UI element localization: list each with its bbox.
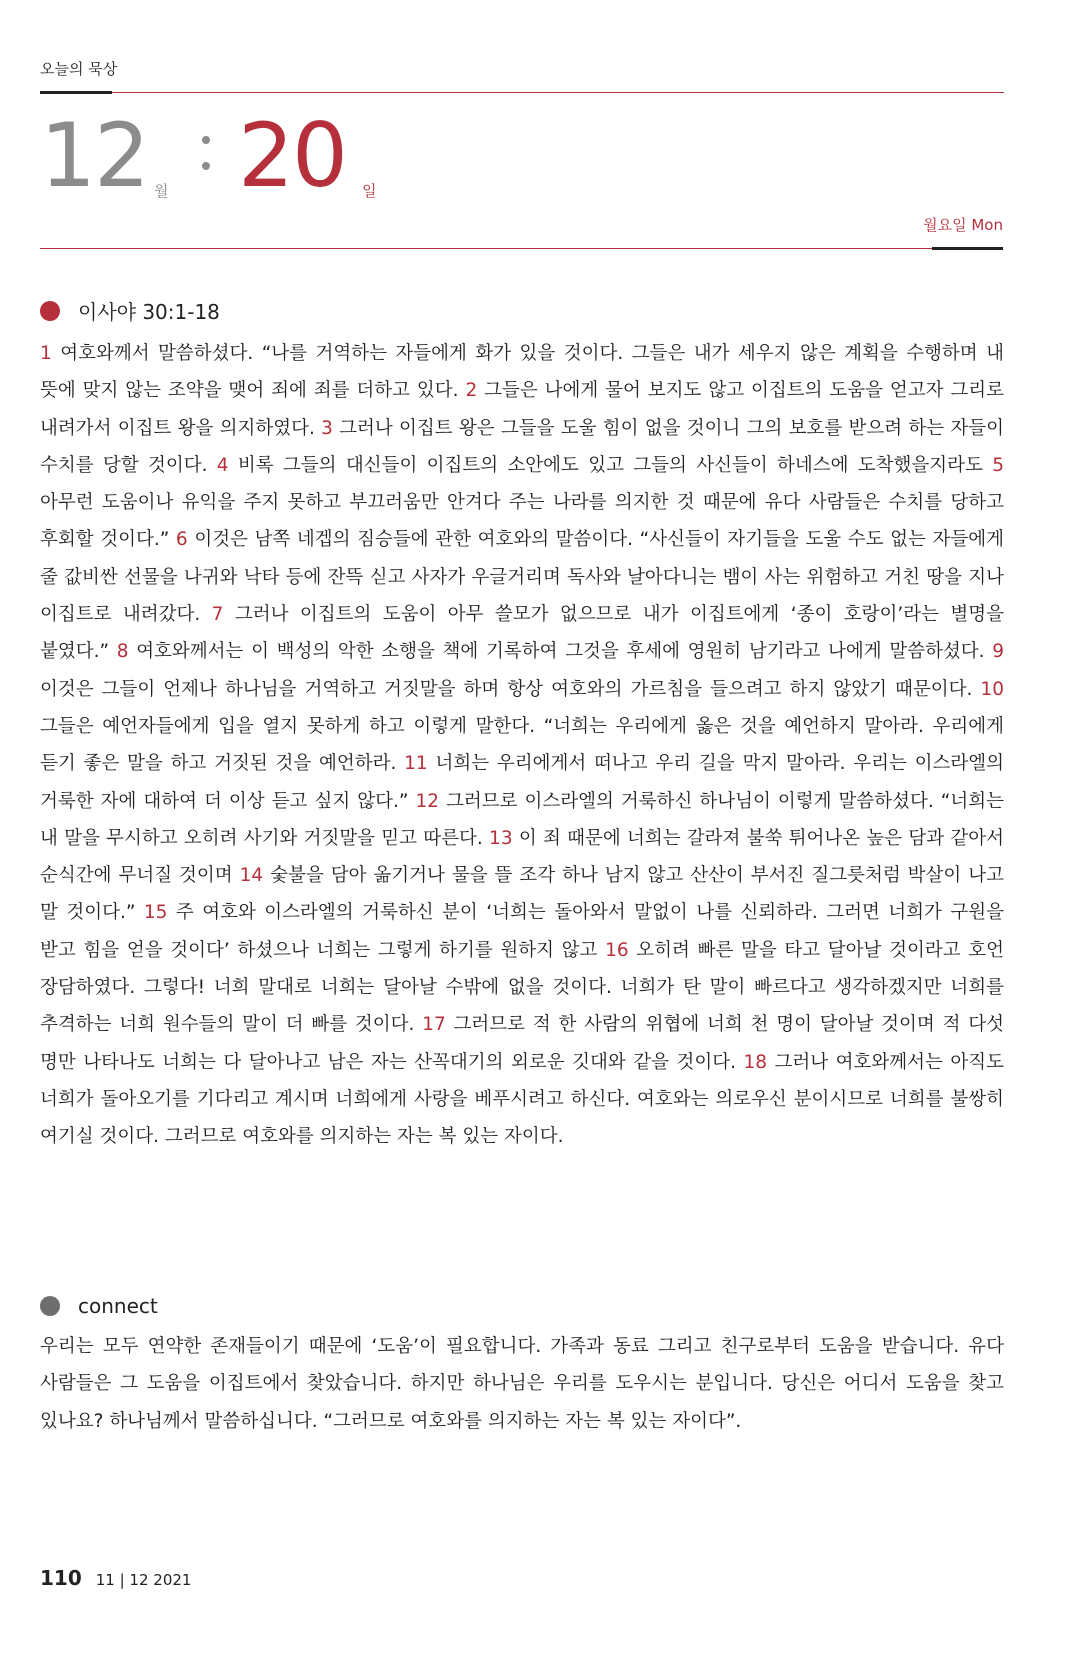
verse-text: 너희는 우리에게서 떠나고 우리 길을 막지 말아라. 우리는 이스라엘의 거룩한 자에 대하여 더 이상 듣고 싶지 않다.” [40, 753, 1004, 812]
verse-text: 이것은 남쪽 네겝의 짐승들에 관한 여호와의 말씀이다. “사신들이 자기들을 도울 수도 없는 자들에게 줄 값비싼 선물을 나귀와 낙타 등에 잔뜩 싣고 사자가 우글거리며 독사와 날아다니는 뱀이 사는 위험하고 거친 땅을 지나 이집트로 내려갔다. [40, 529, 1004, 626]
bullet-dot-icon [40, 301, 60, 321]
month-number: 12 [40, 104, 148, 207]
page-number: 110 [40, 1566, 82, 1590]
verse-number: 9 [992, 641, 1005, 663]
verse-number: 7 [211, 604, 224, 626]
day-number: 20 [238, 104, 346, 207]
verse-number: 15 [143, 902, 168, 924]
scripture-reference: 이사야 30:1-18 [78, 300, 220, 324]
verse-number: 3 [321, 417, 333, 439]
date-rule-red [40, 248, 932, 249]
verse-text: 그들은 예언자들에게 입을 열지 못하게 하고 이렇게 말한다. “너희는 우리에게 옳은 것을 예언하지 말아라. 우리에게 듣기 좋은 말을 하고 거짓된 것을 예언하라. [40, 715, 1004, 775]
verse-number: 12 [415, 790, 439, 812]
verse-text: 비록 그들의 대신들이 이집트의 소안에도 있고 그들의 사신들이 하네스에 도착했을지라도 [228, 454, 993, 476]
verse-number: 5 [992, 454, 1004, 476]
verse-text: 오히려 빠른 말을 타고 달아날 것이라고 호언 장담하였다. 그렇다! 너희 말대로 너희는 달아날 수밖에 없을 것이다. 너희가 탄 말이 빠르다고 생각하겠지만 너희를 추격하는 너희 원수들의 말이 더 빠를 것이다. [40, 939, 1004, 1036]
verse-number: 1 [40, 343, 52, 364]
connect-title: connect [78, 1294, 158, 1318]
verse-text: 그러나 여호와께서는 아직도 너희가 돌아오기를 기다리고 계시며 너희에게 사랑을 베푸시려고 하신다. 여호와는 의로우신 분이시므로 너희를 불쌍히 여기실 것이다. 그러므로 여호와를 의지하는 자는 복 있는 자이다. [40, 1051, 1004, 1148]
connect-text: 우리는 모두 연약한 존재들이기 때문에 ‘도움’이 필요합니다. 가족과 동료 그리고 친구로부터 도움을 받습니다. 유다 사람들은 그 도움을 이집트에서 찾았습니다. 하지만 하나님은 우리를 도우시는 분입니다. 당신은 어디서 도움을 찾고 있나요? 하나님께서 말씀하십니다. “그러므로 여호와를 의지하는 자는 복 있는 자이다”. [40, 1336, 1004, 1432]
issue-date: 11 | 12 2021 [95, 1571, 192, 1589]
verse-number: 17 [422, 1014, 446, 1036]
verse-number: 13 [489, 827, 513, 849]
verse-number: 6 [175, 529, 188, 551]
verse-text: 그러므로 적 한 사람의 위협에 너희 천 명이 달아날 것이며 적 다섯 명만 나타나도 너희는 다 달아나고 남은 자는 산꼭대기의 외로운 깃대와 같을 것이다. [40, 1014, 1005, 1073]
verse-number: 8 [116, 641, 129, 663]
verse-number: 2 [465, 380, 478, 402]
month-unit: 월 [154, 182, 169, 200]
weekday: 월요일 Mon [923, 216, 1003, 234]
verse-number: 16 [605, 939, 629, 961]
scripture-text [40, 335, 1004, 1156]
scripture-heading [40, 296, 220, 325]
header-rule-dark [40, 91, 112, 94]
header-rule-red [112, 92, 1004, 93]
verse-number: 11 [404, 753, 428, 775]
verse-number: 18 [743, 1051, 768, 1073]
bullet-dot-icon [40, 1296, 60, 1316]
date-rule-dark [932, 247, 1003, 250]
verse-text: 그러므로 이스라엘의 거룩하신 하나님이 이렇게 말씀하셨다. “너희는 내 말을 무시하고 오히려 사기와 거짓말을 믿고 따른다. [40, 790, 1004, 849]
verse-number: 14 [239, 865, 264, 887]
verse-text: 숯불을 담아 옮기거나 물을 뜰 조각 하나 남지 않고 산산이 부서진 질그릇처럼 박살이 나고 말 것이다.” [40, 865, 1004, 924]
date-block [40, 106, 1000, 206]
footer [40, 1566, 191, 1590]
verse-text: 여호와께서 말씀하셨다. “나를 거역하는 자들에게 화가 있을 것이다. 그들은 내가 세우지 않은 계획을 수행하며 내 뜻에 맞지 않는 조약을 맺어 죄에 죄를 더하고 있다. [40, 343, 1004, 402]
verse-text: 그들은 나에게 물어 보지도 않고 이집트의 도움을 얻고자 그리로 내려가서 이집트 왕을 의지하였다. [40, 380, 1004, 439]
verse-number: 10 [980, 678, 1004, 700]
verse-text: 이것은 그들이 언제나 하나님을 거역하고 거짓말을 하며 항상 여호와의 가르침을 들으려고 하지 않았기 때문이다. [40, 678, 981, 700]
verse-text: 주 여호와 이스라엘의 거룩하신 분이 ‘너희는 돌아와서 말없이 나를 신뢰하라. 그러면 너희가 구원을 받고 힘을 얻을 것이다’ 하셨으나 너희는 그렇게 하기를 원하지 않고 [40, 902, 1004, 961]
header-label: 오늘의 묵상 [40, 60, 118, 78]
verse-text: 여호와께서는 이 백성의 악한 소행을 책에 기록하여 그것을 후세에 영원히 남기라고 나에게 말씀하셨다. [128, 641, 993, 663]
date-colon [202, 136, 210, 188]
verse-number: 4 [216, 454, 229, 476]
connect-heading [40, 1294, 158, 1318]
verse-text: 아무런 도움이나 유익을 주지 못하고 부끄러움만 안겨다 주는 나라를 의지한 것 때문에 유다 사람들은 수치를 당하고 후회할 것이다.” [40, 492, 1004, 551]
verse-text: 그러나 이집트의 도움이 아무 쓸모가 없으므로 내가 이집트에게 ‘종이 호랑이’라는 별명을 붙였다.” [40, 604, 1004, 663]
verse-text: 그러나 이집트 왕은 그들을 도울 힘이 없을 것이니 그의 보호를 받으려 하는 자들이 수치를 당할 것이다. [40, 417, 1004, 476]
verse-text: 이 죄 때문에 너희는 갈라져 불쑥 튀어나온 높은 담과 같아서 순식간에 무너질 것이며 [40, 827, 1004, 887]
day-unit: 일 [362, 182, 377, 200]
